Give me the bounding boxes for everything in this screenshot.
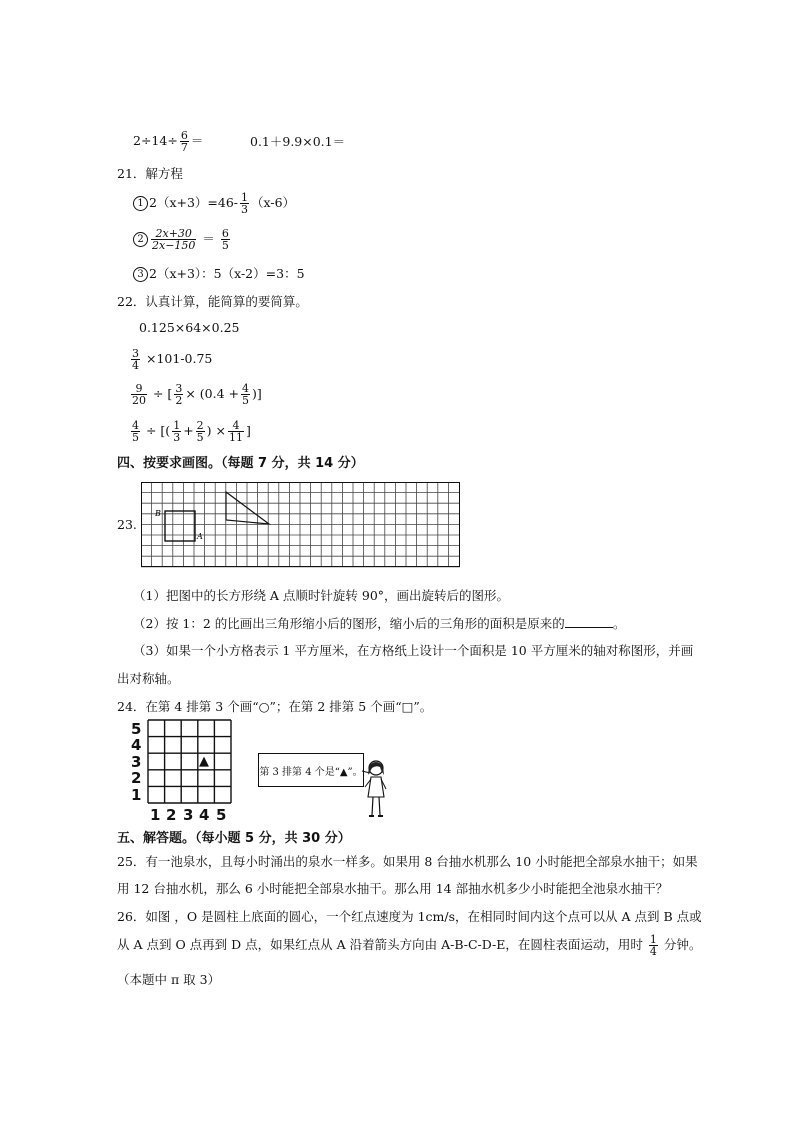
col-label: 3 (183, 806, 194, 824)
speech-bubble: 第 3 排第 4 个是“▲”。 (258, 753, 364, 787)
p2-end: 。 (612, 616, 626, 631)
numerator: 3 (132, 347, 139, 360)
circled-number: 1 (133, 196, 148, 211)
fraction (174, 383, 183, 406)
expr-text: ÷ [ (152, 386, 173, 401)
numerator: 2 (196, 419, 204, 432)
fraction (131, 420, 140, 443)
numerator: 4 (241, 382, 249, 395)
equals: ＝ (190, 133, 204, 148)
numerator: 9 (131, 383, 147, 395)
expr-division (133, 130, 203, 153)
row-label: 3 (131, 753, 142, 771)
denominator: 5 (241, 394, 249, 407)
eq-text: （x-6） (251, 195, 296, 210)
q21-eq2 (133, 228, 232, 251)
q23-p3-cont: 出对称轴。 (117, 671, 180, 686)
eq-text: 2（x+3）：5（x-2）=3：5 (149, 266, 305, 281)
denominator: 4 (649, 945, 657, 958)
row-label: 1 (131, 786, 142, 804)
expr-text: ÷ [( (145, 423, 171, 438)
point-a-label: A (197, 532, 203, 541)
equals: ＝ (202, 231, 215, 246)
expr-sum: 0.1＋9.9×0.1＝ (250, 134, 346, 149)
denominator: 5 (196, 431, 204, 444)
numerator: 6 (180, 129, 188, 142)
numerator: 1 (173, 419, 181, 432)
q24-title: 24．在第 4 排第 3 个画“○”；在第 2 排第 5 个画“□”。 (117, 699, 433, 714)
denominator: 3 (173, 431, 181, 444)
girl-figure (360, 757, 390, 821)
q26-text: 分钟。 (663, 937, 702, 952)
expr-text: ) × (206, 423, 226, 438)
numerator: 1 (241, 191, 249, 204)
col-label: 5 (216, 806, 227, 824)
q23-p2 (133, 614, 625, 632)
p2-text: （2）按 1：2 的比画出三角形缩小后的图形，缩小后的三角形的面积是原来的 (133, 616, 565, 631)
fraction (221, 228, 230, 251)
numerator: 6 (221, 227, 229, 240)
q21-eq3 (133, 264, 305, 282)
grid-lines (141, 482, 460, 567)
q22-line3 (129, 383, 262, 406)
numerator: 4 (228, 420, 244, 432)
q21-title: 21．解方程 (117, 166, 183, 181)
denominator: 5 (132, 431, 139, 444)
triangle-shape (226, 492, 269, 524)
rectangle-shape (165, 511, 195, 541)
col-label: 1 (150, 806, 161, 824)
fraction (649, 934, 658, 957)
fraction (240, 192, 249, 215)
expr-text: )] (251, 386, 262, 401)
fraction (151, 228, 196, 251)
q22-title: 22．认真计算，能简算的要简算。 (117, 294, 308, 309)
denominator: 11 (229, 431, 243, 444)
numerator: 3 (175, 382, 183, 395)
fraction (180, 130, 189, 153)
expr-text: ×101-0.75 (145, 351, 213, 366)
denominator: 7 (180, 141, 188, 154)
answer-blank[interactable] (565, 627, 613, 628)
fraction (131, 348, 140, 371)
point-b-label: B (155, 509, 161, 518)
q23-p1: （1）把图中的长方形绕 A 点顺时针旋转 90°，画出旋转后的图形。 (133, 588, 510, 603)
eq-text: 2（x+3）=46- (149, 195, 239, 210)
denominator: 3 (241, 203, 249, 216)
fraction (228, 420, 244, 443)
q26-line3: （本题中 π 取 3） (117, 972, 221, 987)
q21-eq1 (133, 192, 295, 215)
row-label: 4 (131, 736, 142, 754)
seat-grid-lines (148, 720, 231, 803)
row-label: 5 (131, 720, 142, 738)
q26-line2 (117, 934, 701, 957)
numerator: 2x+30 (151, 228, 196, 240)
denominator: 4 (132, 359, 139, 372)
col-label: 4 (199, 806, 210, 824)
denominator: 20 (132, 394, 146, 407)
q26-text: 从 A 点到 O 点再到 D 点，如果红点从 A 沿着箭头方向由 A-B-C-D-E，在圆柱表面运动，用时 (117, 937, 643, 952)
row-labels (131, 720, 141, 804)
section-5-title: 五、解答题。（每小题 5 分，共 30 分） (117, 831, 351, 846)
q23-p3: （3）如果一个小方格表示 1 平方厘米，在方格纸上设计一个面积是 10 平方厘米的轴对称图形，并画 (133, 643, 694, 658)
q22-line1: 0.125×64×0.25 (139, 320, 240, 335)
expr-text: ] (246, 423, 251, 438)
triangle-marker: ▲ (199, 754, 209, 769)
circled-number: 3 (133, 267, 148, 282)
section-4-title: 四、按要求画图。（每题 7 分，共 14 分） (117, 456, 364, 471)
fraction (172, 420, 181, 443)
circled-number: 2 (133, 232, 148, 247)
fraction (131, 383, 147, 406)
numerator: 1 (649, 933, 657, 946)
q23-grid-figure (141, 482, 461, 568)
col-label: 2 (166, 806, 177, 824)
q24-seat-grid (128, 716, 246, 824)
numerator: 4 (132, 419, 139, 432)
q25-line2: 用 12 台抽水机，那么 6 小时能把全部泉水抽干。那么用 14 部抽水机多少小时能把全池泉水抽干？ (117, 881, 669, 896)
q23-number: 23. (117, 517, 137, 532)
expr-text: 2÷14÷ (133, 133, 178, 148)
fraction (241, 383, 250, 406)
fraction (196, 420, 205, 443)
q22-line2 (129, 348, 212, 371)
q22-line4 (129, 420, 251, 443)
denominator: 2 (175, 394, 183, 407)
expr-text: + (183, 423, 194, 438)
expr-text: × (0.4 + (185, 386, 239, 401)
q25-line1: 25．有一池泉水，且每小时涌出的泉水一样多。如果用 8 台抽水机那么 10 小时能把全部泉水抽干；如果 (117, 854, 698, 869)
q26-line1: 26．如图 ，O 是圆柱上底面的圆心，一个红点速度为 1cm/s，在相同时间内这个点可以从 A 点到 B 点或 (117, 909, 702, 924)
col-labels (150, 806, 226, 824)
row-label: 2 (131, 769, 142, 787)
denominator: 5 (221, 239, 229, 252)
denominator: 2x−150 (152, 239, 196, 252)
